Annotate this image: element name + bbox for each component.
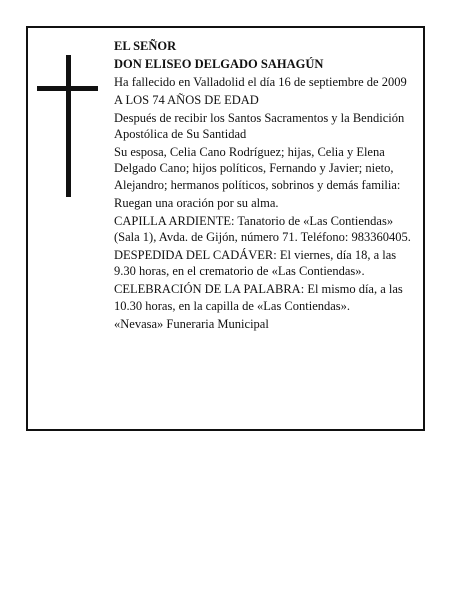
funeral-home: «Nevasa» Funeraria Municipal xyxy=(114,316,269,331)
cross-icon xyxy=(66,55,71,197)
chapel-info xyxy=(114,213,420,246)
celebration-info xyxy=(114,281,420,314)
notice-text xyxy=(114,38,420,333)
celebration-text: El mismo día, a las 10.30 horas, en la capilla de «Las Contiendas». xyxy=(114,282,403,313)
deceased-name: DON ELISEO DELGADO SAHAGÚN xyxy=(114,56,324,71)
family-info: Su esposa, Celia Cano Rodríguez; hijas, Celia y Elena Delgado Cano; hijos políticos, Fernando y Javier; nieto, Alejandro; hermanos políticos, sobrinos y demás familia: xyxy=(114,144,401,192)
celebration-label: CELEBRACIÓN DE LA PALABRA: xyxy=(114,282,305,297)
sacraments-info: Después de recibir los Santos Sacramentos y la Bendición Apostólica de Su Santidad xyxy=(114,110,405,142)
age-info: A LOS 74 AÑOS DE EDAD xyxy=(114,92,259,107)
chapel-label: CAPILLA ARDIENTE: xyxy=(114,213,235,228)
farewell-info xyxy=(114,247,420,280)
chapel-text: Tanatorio de «Las Contiendas» (Sala 1), Avda. de Gijón, número 71. Teléfono: 983360405. xyxy=(114,213,411,244)
farewell-text: El viernes, día 18, a las 9.30 horas, en el crematorio de «Las Contiendas». xyxy=(114,247,397,279)
cross-icon-bar xyxy=(37,86,98,91)
prayer-request: Ruegan una oración por su alma. xyxy=(114,195,279,210)
obituary-notice xyxy=(26,26,425,431)
farewell-label: DESPEDIDA DEL CADÁVER: xyxy=(114,247,277,262)
title-line: EL SEÑOR xyxy=(114,39,177,53)
death-info: Ha fallecido en Valladolid el día 16 de septiembre de 2009 xyxy=(114,74,407,89)
